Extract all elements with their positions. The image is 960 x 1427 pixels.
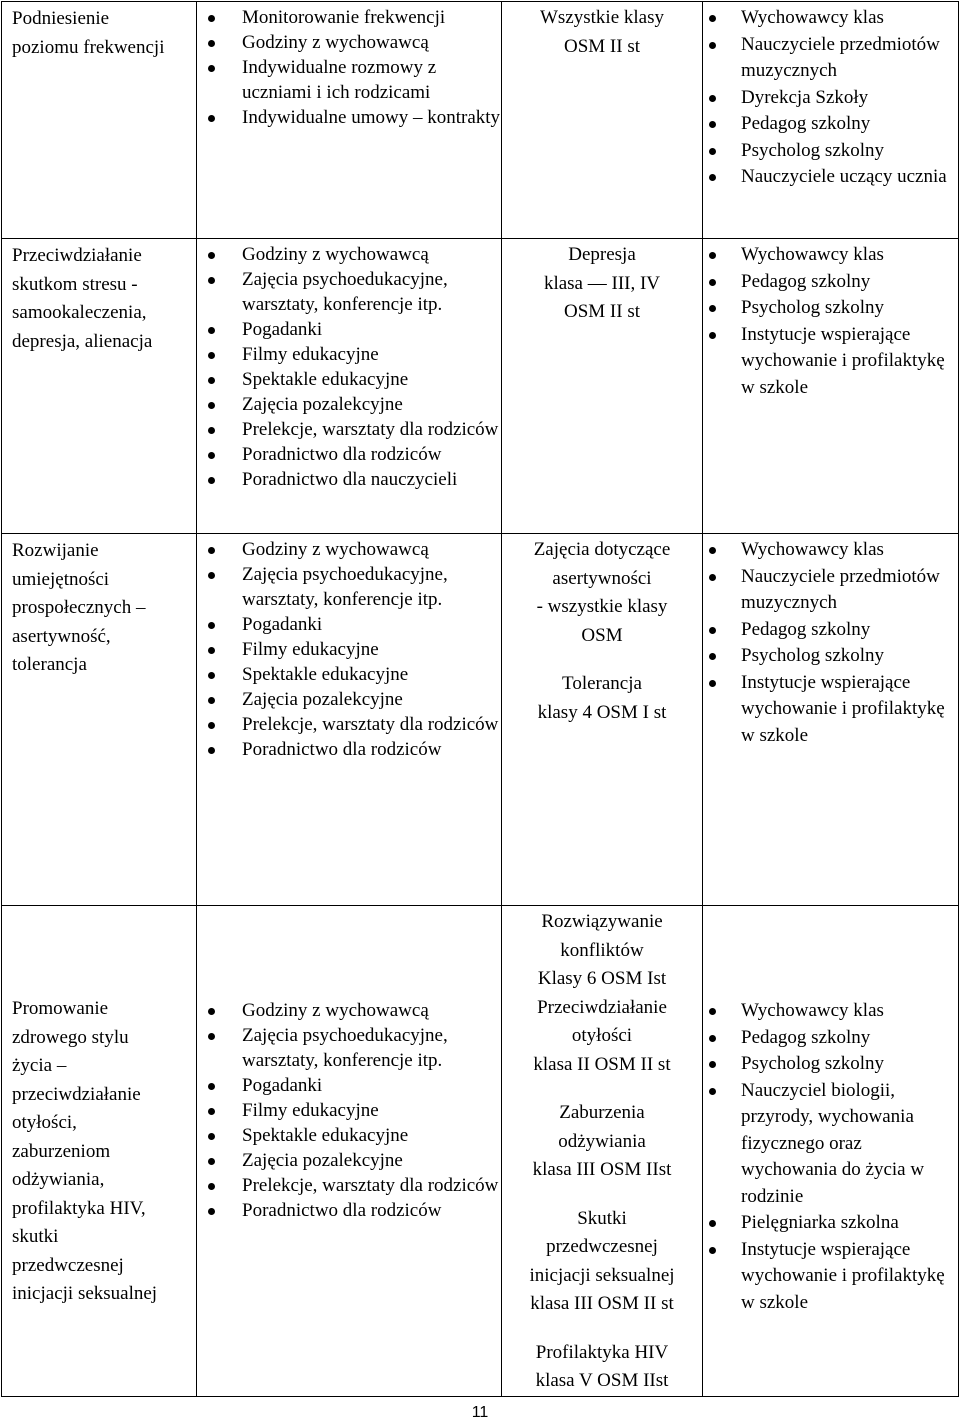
- form-item: Godziny z wychowawcą: [197, 30, 501, 55]
- topic-line: zdrowego stylu: [12, 1026, 129, 1048]
- topic-cell: [2, 2, 197, 239]
- form-item: Godziny z wychowawcą: [197, 242, 501, 267]
- responsible-item: Psycholog szkolny: [703, 643, 958, 670]
- form-item: Pogadanki: [197, 612, 501, 637]
- form-item: Pogadanki: [197, 1073, 501, 1098]
- target-line: OSM II st: [563, 35, 640, 57]
- forms-cell: [197, 906, 502, 1397]
- topic-line: przeciwdziałanie: [12, 1083, 141, 1105]
- target-line: przedwczesnej: [546, 1236, 658, 1257]
- target-line: klasa II OSM II st: [533, 1053, 671, 1075]
- target-line: klasa — III, IV: [543, 272, 661, 294]
- responsible-item: Wychowawcy klas: [703, 998, 958, 1025]
- form-item: Filmy edukacyjne: [197, 342, 501, 367]
- group-spacer: [506, 1319, 698, 1339]
- form-item: Filmy edukacyjne: [197, 637, 501, 662]
- form-item: Poradnictwo dla rodziców: [197, 442, 501, 467]
- topic-line: umiejętności: [12, 568, 110, 590]
- topic-line: życia –: [12, 1055, 67, 1076]
- responsible-item: Wychowawcy klas: [703, 5, 958, 32]
- target-line: Zaburzenia: [559, 1102, 645, 1123]
- topic-line: inicjacji seksualnej: [12, 1283, 158, 1304]
- form-item: Spektakle edukacyjne: [197, 1123, 501, 1148]
- topic-line: depresja, alienacja: [12, 330, 153, 352]
- form-item: Indywidualne umowy – kontrakty: [197, 105, 501, 130]
- table-row: [2, 2, 959, 239]
- topic-line: tolerancja: [12, 654, 87, 675]
- target-line: Profilaktyka HIV: [535, 1341, 669, 1363]
- target-cell: [502, 534, 703, 906]
- target-group: [506, 4, 698, 61]
- topic-line: Rozwijanie: [12, 540, 99, 561]
- page-number: 11: [471, 1404, 489, 1421]
- topic-line: przedwczesnej: [12, 1254, 124, 1276]
- form-item: Monitorowanie frekwencji: [197, 5, 501, 30]
- responsible-item: Psycholog szkolny: [703, 1051, 958, 1078]
- group-spacer: [506, 1079, 698, 1099]
- target-cell: [502, 2, 703, 239]
- target-line: konfliktów: [560, 939, 644, 961]
- responsible-cell: [703, 906, 959, 1397]
- topic-line: asertywność,: [12, 625, 111, 647]
- target-group: [506, 1099, 698, 1185]
- table-body: [2, 2, 959, 1397]
- target-line: Tolerancja: [562, 673, 642, 694]
- form-item: Prelekcje, warsztaty dla rodziców: [197, 417, 501, 442]
- topic-line: Promowanie: [12, 998, 109, 1019]
- form-item: Zajęcia psychoedukacyjne, warsztaty, konferencje itp.: [197, 267, 501, 317]
- responsible-item: Instytucje wspierające wychowanie i profilaktykę w szkole: [703, 322, 958, 402]
- target-line: inicjacji seksualnej: [529, 1264, 675, 1286]
- target-line: Rozwiązywanie: [541, 911, 663, 932]
- target-line: - wszystkie klasy: [536, 596, 668, 617]
- topic-line: otyłości,: [12, 1112, 77, 1133]
- form-item: Zajęcia pozalekcyjne: [197, 392, 501, 417]
- table-row: [2, 239, 959, 534]
- forms-cell: [197, 239, 502, 534]
- responsible-item: Pedagog szkolny: [703, 617, 958, 644]
- prevention-plan-table: [1, 1, 959, 1397]
- responsible-item: Wychowawcy klas: [703, 242, 958, 269]
- target-line: otyłości: [571, 1025, 633, 1046]
- responsible-cell: [703, 239, 959, 534]
- target-line: klasa V OSM IIst: [535, 1370, 669, 1391]
- form-item: Zajęcia pozalekcyjne: [197, 1148, 501, 1173]
- responsible-item: Psycholog szkolny: [703, 138, 958, 165]
- responsible-cell: [703, 2, 959, 239]
- responsible-item: Instytucje wspierające wychowanie i profilaktykę w szkole: [703, 670, 958, 750]
- topic-cell: [2, 534, 197, 906]
- responsible-item: Pedagog szkolny: [703, 111, 958, 138]
- topic-line: odżywiania,: [12, 1169, 105, 1190]
- target-line: klasa III OSM IIst: [532, 1159, 672, 1180]
- target-group: [506, 1339, 698, 1396]
- target-line: Przeciwdziałanie: [537, 996, 667, 1018]
- responsible-item: Wychowawcy klas: [703, 537, 958, 564]
- form-item: Pogadanki: [197, 317, 501, 342]
- target-group: [506, 241, 698, 327]
- target-line: Skutki: [577, 1207, 627, 1229]
- topic-line: samookaleczenia,: [12, 302, 147, 323]
- target-line: OSM II st: [563, 301, 640, 322]
- form-item: Poradnictwo dla nauczycieli: [197, 467, 501, 492]
- target-line: OSM: [581, 624, 623, 646]
- form-item: Zajęcia psychoedukacyjne, warsztaty, konferencje itp.: [197, 562, 501, 612]
- form-item: Poradnictwo dla rodziców: [197, 737, 501, 762]
- topic-line: poziomu frekwencji: [12, 36, 165, 58]
- topic-line: profilaktyka HIV,: [12, 1197, 146, 1219]
- target-line: Wszystkie klasy: [539, 7, 664, 28]
- form-item: Zajęcia psychoedukacyjne, warsztaty, konferencje itp.: [197, 1023, 501, 1073]
- target-line: Zajęcia dotyczące: [533, 539, 671, 560]
- topic-cell: [2, 906, 197, 1397]
- table-row: [2, 906, 959, 1397]
- forms-cell: [197, 2, 502, 239]
- form-item: Godziny z wychowawcą: [197, 537, 501, 562]
- target-line: Depresja: [568, 244, 636, 265]
- form-item: Indywidualne rozmowy z uczniami i ich rodzicami: [197, 55, 501, 105]
- target-line: asertywności: [552, 567, 652, 589]
- responsible-item: Nauczyciele przedmiotów muzycznych: [703, 564, 958, 617]
- topic-line: Podniesienie: [12, 8, 110, 29]
- target-group: [506, 908, 698, 1079]
- responsible-item: Nauczyciele przedmiotów muzycznych: [703, 32, 958, 85]
- topic-line: skutki: [12, 1226, 59, 1247]
- form-item: Zajęcia pozalekcyjne: [197, 687, 501, 712]
- form-item: Filmy edukacyjne: [197, 1098, 501, 1123]
- target-line: klasy 4 OSM I st: [537, 701, 667, 723]
- target-cell: [502, 239, 703, 534]
- responsible-item: Nauczyciele uczący ucznia: [703, 164, 958, 191]
- responsible-item: Instytucje wspierające wychowanie i profilaktykę w szkole: [703, 1237, 958, 1317]
- responsible-item: Psycholog szkolny: [703, 295, 958, 322]
- topic-line: Przeciwdziałanie: [12, 245, 142, 266]
- target-line: odżywiania: [558, 1130, 646, 1152]
- form-item: Poradnictwo dla rodziców: [197, 1198, 501, 1223]
- responsible-item: Nauczyciel biologii, przyrody, wychowania fizycznego oraz wychowania do życia w rodzinie: [703, 1078, 958, 1211]
- responsible-item: Dyrekcja Szkoły: [703, 85, 958, 112]
- target-cell: [502, 906, 703, 1397]
- topic-line: prospołecznych –: [12, 597, 146, 618]
- topic-line: skutkom stresu -: [12, 273, 138, 295]
- form-item: Spektakle edukacyjne: [197, 662, 501, 687]
- responsible-item: Pielęgniarka szkolna: [703, 1210, 958, 1237]
- target-group: [506, 1205, 698, 1319]
- form-item: Prelekcje, warsztaty dla rodziców: [197, 712, 501, 737]
- target-group: [506, 670, 698, 727]
- target-group: [506, 536, 698, 650]
- forms-cell: [197, 534, 502, 906]
- target-line: Klasy 6 OSM Ist: [537, 968, 667, 989]
- form-item: Prelekcje, warsztaty dla rodziców: [197, 1173, 501, 1198]
- responsible-item: Pedagog szkolny: [703, 1025, 958, 1052]
- group-spacer: [506, 650, 698, 670]
- form-item: Spektakle edukacyjne: [197, 367, 501, 392]
- topic-line: zaburzeniom: [12, 1140, 111, 1162]
- responsible-cell: [703, 534, 959, 906]
- responsible-item: Pedagog szkolny: [703, 269, 958, 296]
- target-line: klasa III OSM II st: [530, 1293, 674, 1314]
- group-spacer: [506, 1185, 698, 1205]
- topic-cell: [2, 239, 197, 534]
- form-item: Godziny z wychowawcą: [197, 998, 501, 1023]
- table-row: [2, 534, 959, 906]
